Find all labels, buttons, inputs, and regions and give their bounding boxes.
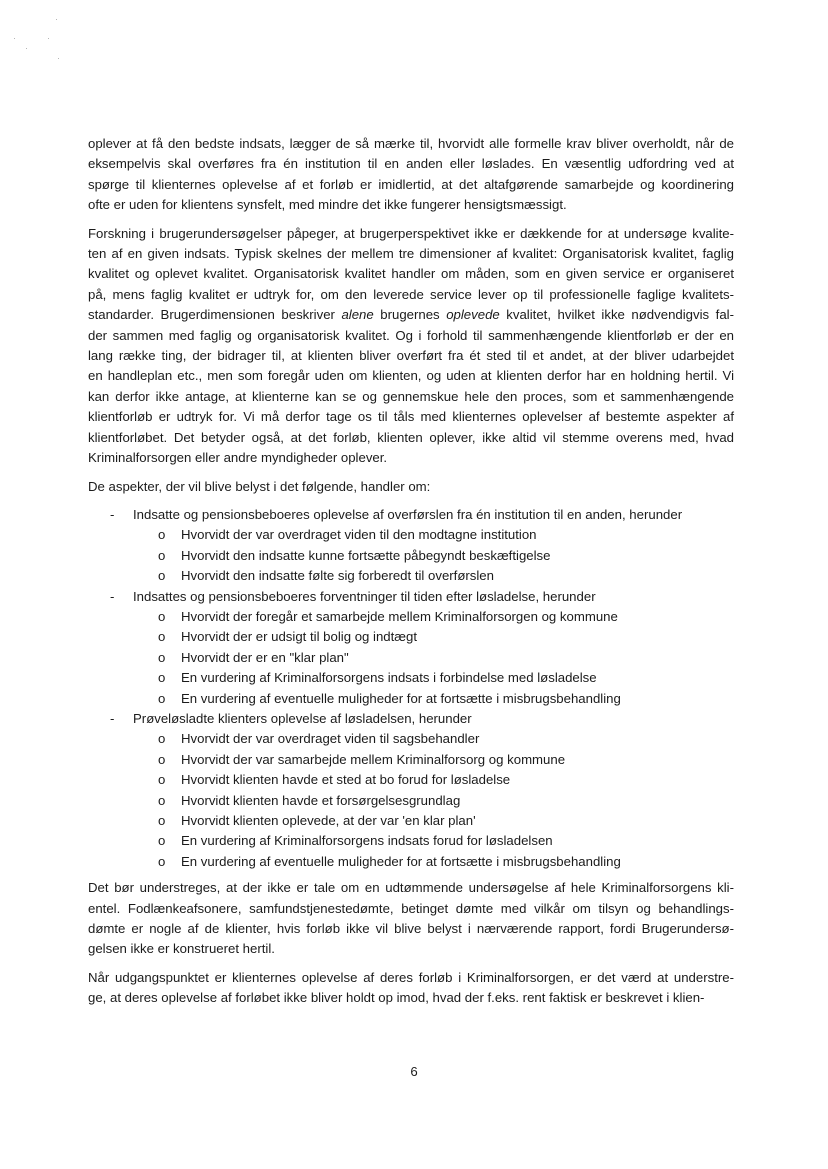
- paragraph-line: dømte er nogle af de klienter, hvis forløb ikke vil blive belyst i nærværende rapport, fordi Brugerundersø-: [88, 921, 734, 937]
- aspect-subitem: [88, 750, 734, 770]
- circle-bullet-marker: o: [158, 547, 166, 563]
- paragraph: [88, 968, 734, 1009]
- circle-bullet-marker: o: [158, 527, 166, 543]
- circle-bullet-marker: o: [158, 772, 166, 788]
- subitem-text: Hvorvidt der var overdraget viden til den modtagne institution: [181, 527, 537, 543]
- aspect-subitem: [88, 689, 734, 709]
- aspect-label: Indsattes og pensionsbeboeres forventninger til tiden efter løsladelse, herunder: [133, 588, 596, 604]
- subitem-text: Hvorvidt der foregår et samarbejde mellem Kriminalforsorgen og kommune: [181, 608, 618, 624]
- aspect-item: [88, 587, 734, 607]
- paragraph-line: Forskning i brugerundersøgelser påpeger, at brugerperspektivet ikke er dækkende for at undersøge kvalite-: [88, 225, 734, 241]
- paragraph-line: oplever at få den bedste indsats, lægger de så mærke til, hvorvidt alle formelle krav bliver overholdt, når de: [88, 136, 734, 151]
- circle-bullet-marker: o: [158, 629, 166, 645]
- subitem-text: En vurdering af Kriminalforsorgens indsats i forbindelse med løsladelse: [181, 670, 597, 686]
- circle-bullet-marker: o: [158, 833, 166, 849]
- circle-bullet-marker: o: [158, 731, 166, 747]
- subitem-text: Hvorvidt klienten havde et sted at bo forud for løsladelse: [181, 772, 511, 788]
- circle-bullet-marker: o: [158, 690, 166, 706]
- paragraph-line: ofte er uden for klientens synsfelt, med mindre det ikke fungerer hensigtsmæssigt.: [88, 197, 567, 213]
- aspect-subitem: [88, 607, 734, 627]
- dash-marker: -: [110, 710, 115, 726]
- subitem-text: Hvorvidt der er en "klar plan": [181, 649, 349, 665]
- paragraph-line: ten af en given indsats. Typisk skelnes der mellem tre dimensioner af kvalitet: Organisatorisk kvalitet, faglig: [88, 246, 734, 262]
- aspect-item: [88, 709, 734, 729]
- paragraph-line: kvalitet og oplevet kvalitet. Organisatorisk kvalitet handler om måden, som en given service er organiseret: [88, 266, 734, 282]
- paragraph-line: spørge til klienternes oplevelse af et forløb er imidlertid, at det altafgørende samarbejde og koordinering: [88, 176, 734, 192]
- aspect-subitem: [88, 525, 734, 545]
- aspect-subitem: [88, 668, 734, 688]
- subitem-text: En vurdering af eventuelle muligheder for at fortsætte i misbrugsbehandling: [181, 690, 621, 706]
- paragraph-line: der sammen med faglig og organisatorisk kvalitet. Og i forhold til sammenhængende klientforløb er der en: [88, 327, 734, 343]
- intro-paragraphs: [88, 134, 734, 497]
- subitem-text: Hvorvidt den indsatte kunne fortsætte påbegyndt beskæftigelse: [181, 547, 551, 563]
- aspect-label: Indsatte og pensionsbeboeres oplevelse af overførslen fra én institution til en anden, herunder: [133, 506, 683, 522]
- paragraph: [88, 878, 734, 960]
- paragraph-line: Det bør understreges, at der ikke er tale om en udtømmende undersøgelse af hele Kriminalforsorgens kli-: [88, 880, 734, 896]
- paragraph-line: ge, at deres oplevelse af forløbet ikke bliver holdt op imod, hvad der f.eks. rent faktisk er beskrevet i klien-: [88, 990, 705, 1006]
- paragraph-line: en handleplan etc., men som foregår uden om klienten, og uden at klienten derfor har en holdning hertil. Vi: [88, 368, 734, 384]
- aspect-subitem: [88, 627, 734, 647]
- aspects-list: [88, 505, 734, 872]
- paragraph: [88, 134, 734, 216]
- paragraph-line: kan derfor ikke antage, at klienterne kan se og gennemskue hele den proces, som et sammenhængende: [88, 388, 734, 404]
- aspect-item: [88, 505, 734, 525]
- circle-bullet-marker: o: [158, 751, 166, 767]
- subitem-text: En vurdering af Kriminalforsorgens indsats forud for løsladelsen: [181, 833, 553, 849]
- subitem-text: Hvorvidt klienten oplevede, at der var 'en klar plan': [181, 813, 476, 828]
- closing-paragraphs: [88, 878, 734, 1008]
- paragraph-line: standarder. Brugerdimensionen beskriver alene brugernes oplevede kvalitet, hvilket ikke nødvendigvis fal-: [88, 307, 734, 323]
- aspect-label: Prøveløsladte klienters oplevelse af løsladelsen, herunder: [133, 710, 472, 726]
- circle-bullet-marker: o: [158, 853, 166, 869]
- paragraph: [88, 477, 734, 497]
- subitem-text: Hvorvidt der var samarbejde mellem Kriminalforsorg og kommune: [181, 751, 566, 767]
- aspect-subitem: [88, 770, 734, 790]
- paragraph-line: klientforløb er udtryk for. Vi må derfor tage os til tåls med klienternes oplevelser af bestemte aspekter af: [88, 409, 734, 425]
- subitem-text: Hvorvidt der er udsigt til bolig og indtægt: [181, 629, 418, 645]
- paragraph-line: Kriminalforsorgen eller andre myndigheder oplever.: [88, 450, 388, 466]
- dash-marker: -: [110, 588, 115, 604]
- paragraph-line: på, mens faglig kvalitet er udtryk for, om den leverede service lever op til professionelle faglige kvalitets-: [88, 286, 734, 302]
- aspect-subitem: [88, 831, 734, 851]
- paragraph-line: gelsen ikke er konstrueret hertil.: [88, 941, 275, 957]
- paragraph-line: entel. Fodlænkeafsonere, samfundstjenestedømte, betinget dømte med vilkår om tilsyn og behandlings-: [88, 900, 734, 916]
- paragraph: [88, 224, 734, 469]
- aspect-subitem: [88, 791, 734, 811]
- circle-bullet-marker: o: [158, 649, 166, 665]
- aspect-subitem: [88, 811, 734, 831]
- aspect-subitem: [88, 852, 734, 872]
- page-number: 6: [410, 1064, 418, 1079]
- circle-bullet-marker: o: [158, 670, 166, 686]
- aspect-subitem: [88, 566, 734, 586]
- aspect-subitem: [88, 729, 734, 749]
- circle-bullet-marker: o: [158, 813, 166, 828]
- circle-bullet-marker: o: [158, 792, 166, 808]
- paragraph-line: lang række ting, der bidrager til, at klienten bliver overført fra ét sted til et andet, at der bliver udarbejdet: [88, 348, 734, 364]
- circle-bullet-marker: o: [158, 568, 166, 584]
- page-body: [88, 134, 734, 1017]
- aspect-subitem: [88, 648, 734, 668]
- subitem-text: Hvorvidt klienten havde et forsørgelsesgrundlag: [181, 792, 461, 808]
- subitem-text: En vurdering af eventuelle muligheder for at fortsætte i misbrugsbehandling: [181, 853, 621, 869]
- subitem-text: Hvorvidt den indsatte følte sig forberedt til overførslen: [181, 568, 494, 584]
- aspect-subitem: [88, 546, 734, 566]
- paragraph-line: eksempelvis skal overføres fra én institution til en anden eller løslades. En væsentlig udfordring ved at: [88, 156, 734, 172]
- subitem-text: Hvorvidt der var overdraget viden til sagsbehandler: [181, 731, 480, 747]
- paragraph-line: De aspekter, der vil blive belyst i det følgende, handler om:: [88, 478, 431, 494]
- paragraph-line: klientforløbet. Det betyder også, at det forløb, klienten oplever, ikke altid vil stemme overens med, hvad: [88, 429, 734, 445]
- dash-marker: -: [110, 506, 115, 522]
- circle-bullet-marker: o: [158, 608, 166, 624]
- paragraph-line: Når udgangspunktet er klienternes oplevelse af deres forløb i Kriminalforsorgen, er det værd at understre-: [88, 969, 734, 985]
